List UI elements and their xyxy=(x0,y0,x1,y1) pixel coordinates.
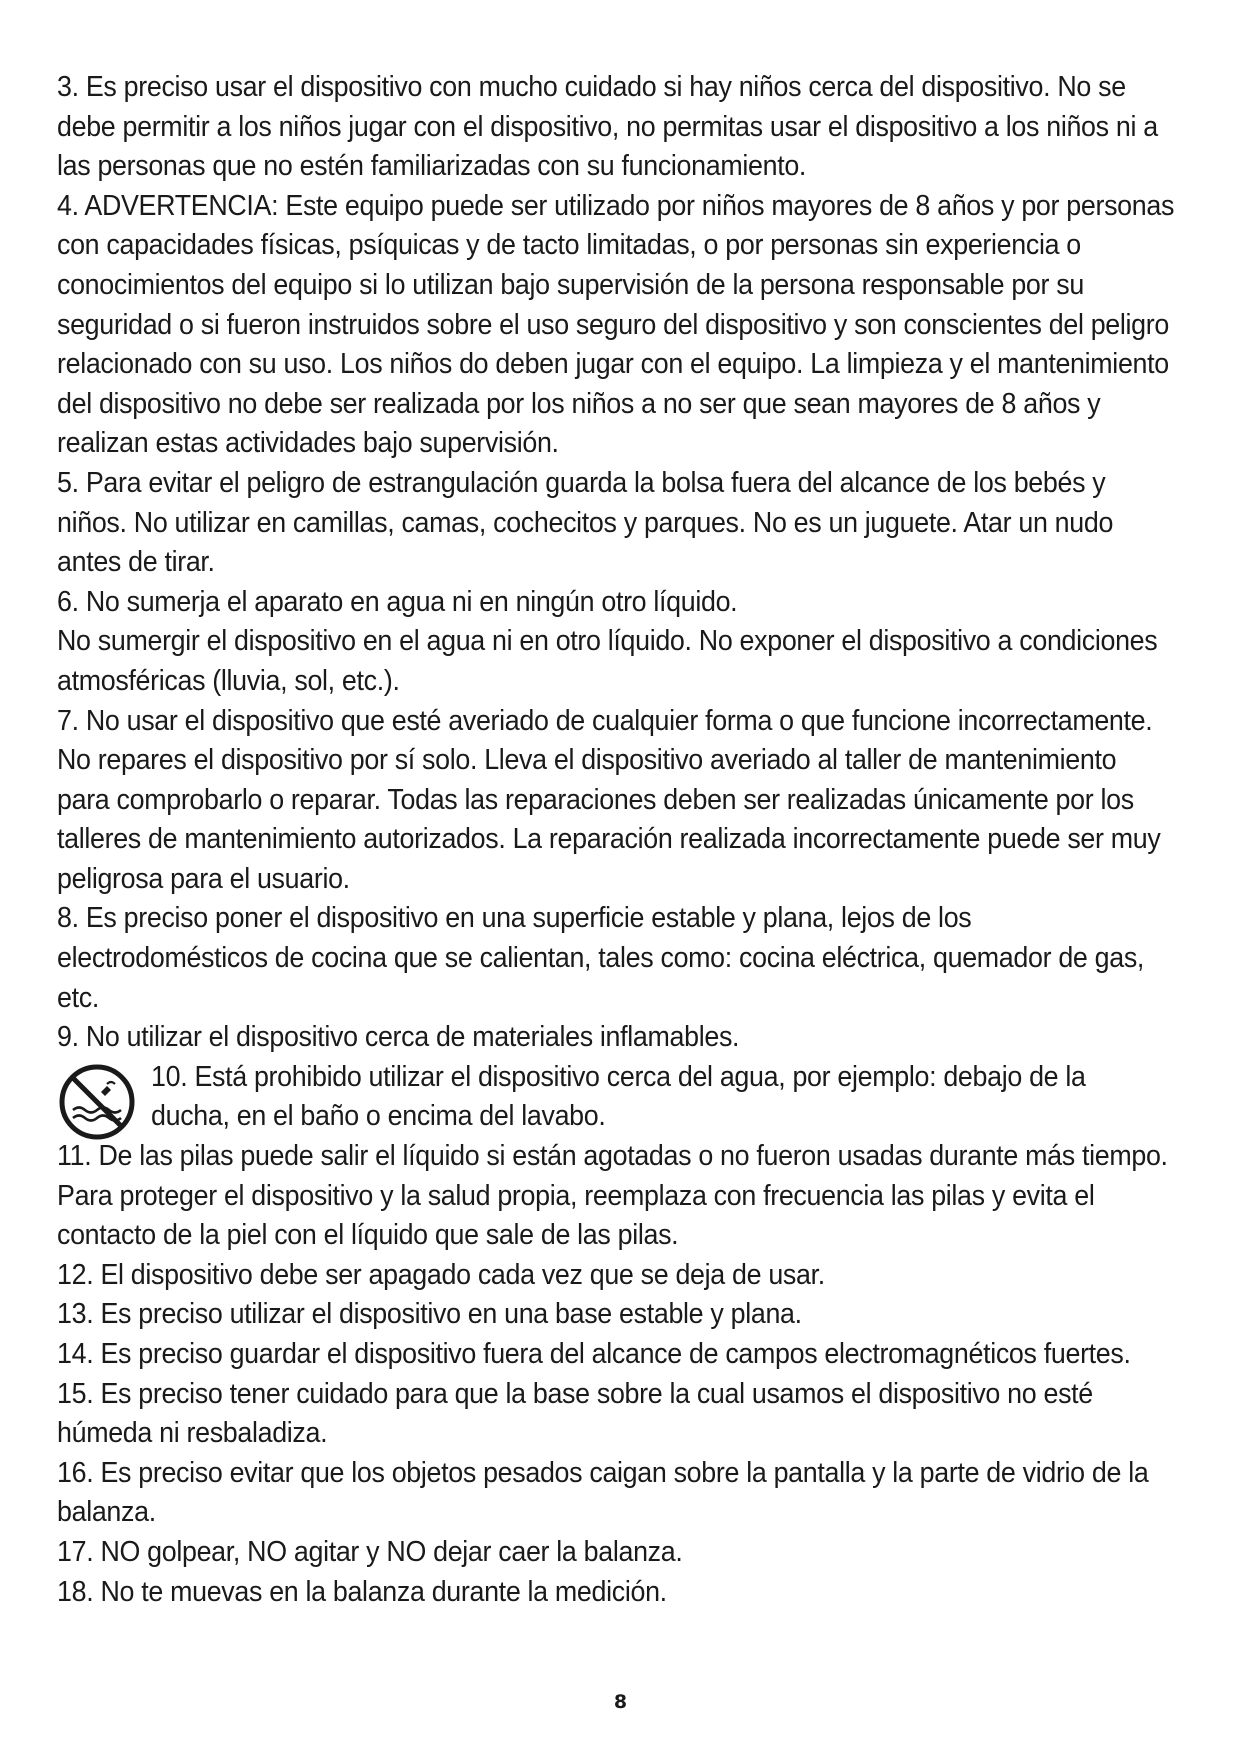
safety-item-8: 8. Es preciso poner el dispositivo en una superficie estable y plana, lejos de los electrodomésticos de cocina que se calientan, tales como: cocina eléctrica, quemador de gas, etc. xyxy=(57,902,1145,1014)
safety-item-4: 4. ADVERTENCIA: Este equipo puede ser utilizado por niños mayores de 8 años y por personas con capacidades físicas, psíquicas y de tacto limitadas, o por personas sin experiencia o conocimientos del equipo si lo utilizan bajo supervisión de la persona responsable por su seguridad o si fueron instruidos sobre el uso seguro del dispositivo y son conscientes del peligro relacionado con su uso. Los niños do deben jugar con el equipo. La limpieza y el mantenimiento del dispositivo no debe ser realizada por los niños a no ser que sean mayores de 8 años y realizan estas actividades bajo supervisión. xyxy=(57,189,1175,460)
safety-item-14: 14. Es preciso guardar el dispositivo fuera del alcance de campos electromagnéticos fuertes. xyxy=(57,1338,1131,1370)
safety-item-12: 12. El dispositivo debe ser apagado cada vez que se deja de usar. xyxy=(57,1258,825,1291)
safety-item-7: 7. No usar el dispositivo que esté averiado de cualquier forma o que funcione incorrectamente. No repares el dispositivo por sí solo. Lleva el dispositivo averiado al taller de mantenimiento para comprobarlo o reparar. Todas las reparaciones deben ser realizadas únicamente por los talleres de mantenimiento autorizados. La reparación realizada incorrectamente puede ser muy peligrosa para el usuario. xyxy=(57,704,1161,895)
safety-item-16: 16. Es preciso evitar que los objetos pesados caigan sobre la pantalla y la parte de vidrio de la balanza. xyxy=(57,1456,1149,1529)
no-water-icon xyxy=(57,1062,137,1142)
safety-item-18: 18. No te muevas en la balanza durante la medición. xyxy=(57,1575,667,1608)
safety-item-5: 5. Para evitar el peligro de estrangulación guarda la bolsa fuera del alcance de los bebés y niños. No utilizar en camillas, camas, cochecitos y parques. No es un juguete. Atar un nudo antes de tirar. xyxy=(57,466,1114,579)
safety-item-9: 9. No utilizar el dispositivo cerca de materiales inflamables. xyxy=(57,1021,740,1054)
safety-item-10: 10. Está prohibido utilizar el dispositivo cerca del agua, por ejemplo: debajo de la ducha, en el baño o encima del lavabo. xyxy=(151,1060,1086,1133)
safety-item-6: 6. No sumerja el aparato en agua ni en ningún otro líquido. No sumergir el dispositivo en el agua ni en otro líquido. No exponer el dispositivo a condiciones atmosféricas (lluvia, sol, etc.). xyxy=(57,585,1158,697)
safety-item-10-block xyxy=(57,1058,1187,1137)
safety-item-15: 15. Es preciso tener cuidado para que la base sobre la cual usamos el dispositivo no esté húmeda ni resbaladiza. xyxy=(57,1377,1093,1450)
safety-item-11: 11. De las pilas puede salir el líquido si están agotadas o no fueron usadas durante más tiempo. Para proteger el dispositivo y la salud propia, reemplaza con frecuencia las pilas y evita el contacto de la piel con el líquido que sale de las pilas. xyxy=(57,1140,1168,1252)
safety-item-17: 17. NO golpear, NO agitar y NO dejar caer la balanza. xyxy=(57,1535,683,1568)
manual-page xyxy=(57,68,1187,1612)
safety-item-3: 3. Es preciso usar el dispositivo con mucho cuidado si hay niños cerca del dispositivo. No se debe permitir a los niños jugar con el dispositivo, no permitas usar el dispositivo a los niños ni a las personas que no estén familiarizadas con su funcionamiento. xyxy=(57,71,1158,183)
safety-item-13: 13. Es preciso utilizar el dispositivo en una base estable y plana. xyxy=(57,1298,802,1331)
page-number: 8 xyxy=(613,1691,628,1713)
